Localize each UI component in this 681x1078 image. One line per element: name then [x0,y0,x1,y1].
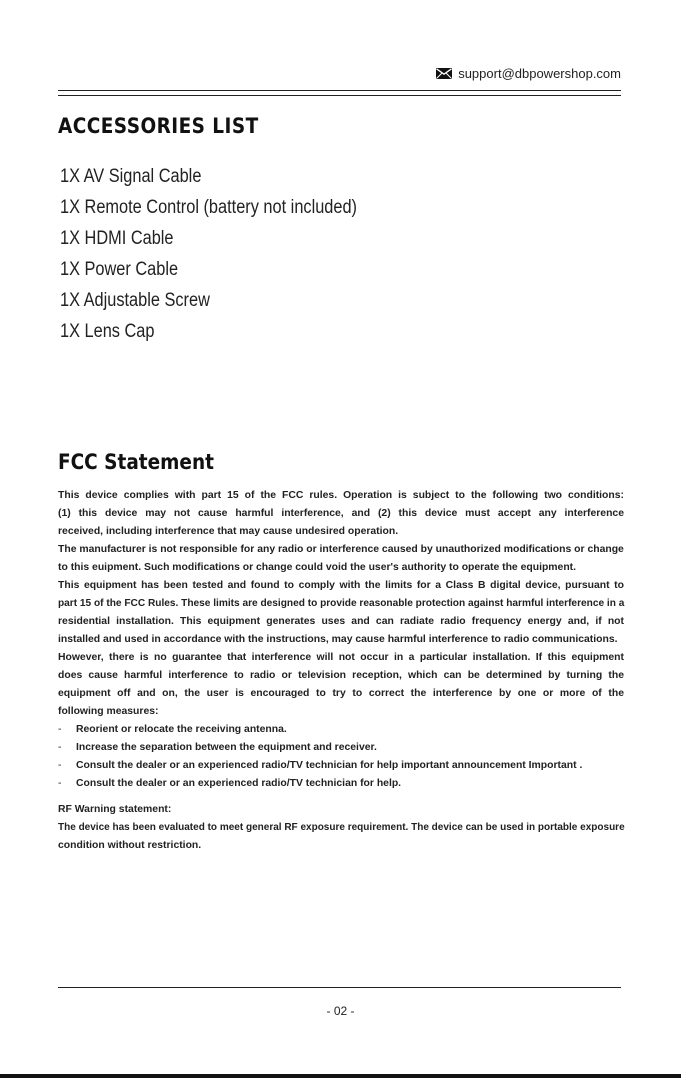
fcc-line: However, there is no guarantee that interference will not occur in a particular installation. If this equipment [58,652,624,663]
page-bottom-edge [0,1074,681,1078]
rf-line: condition without restriction. [58,840,202,851]
fcc-line: following measures: [58,706,159,717]
fcc-line: residential installation. This equipment generates uses and can radiate radio frequency energy and, if not [58,616,624,627]
fcc-line: does cause harmful interference to radio or television reception, which can be determined by turning the [58,670,624,681]
accessory-item: 1X Lens Cap [60,321,155,342]
accessories-title: ACCESSORIES LIST [58,114,259,138]
fcc-line: (1) this device may not cause harmful interference, and (2) this device must accept any interference [58,508,624,519]
page-number: - 02 - [326,1004,355,1018]
fcc-bullet-item [58,721,624,739]
fcc-statement [58,487,624,855]
bullet-text: Consult the dealer or an experienced radio/TV technician for help important announcement Important . [76,760,583,771]
bullet-dash: - [58,742,62,753]
fcc-line: The manufacturer is not responsible for any radio or interference caused by unauthorized modifications or change [58,544,624,555]
fcc-bullet-item [58,739,624,757]
bullet-dash: - [58,760,62,771]
header-email [436,66,621,81]
fcc-line: installed and used in accordance with the instructions, may cause harmful interference to radio communications. [58,634,618,645]
accessory-item: 1X HDMI Cable [60,228,174,249]
fcc-bullet-item [58,775,624,793]
bullet-dash: - [58,724,62,735]
accessories-list [60,161,405,347]
accessory-item: 1X Remote Control (battery not included) [60,197,357,218]
bullet-text: Increase the separation between the equipment and receiver. [76,742,377,753]
fcc-line: equipment off and on, the user is encouraged to try to correct the interference by one or more of the [58,688,624,699]
footer-divider [58,987,621,988]
accessory-item: 1X Power Cable [60,259,179,280]
rf-line: The device has been evaluated to meet general RF exposure requirement. The device can be used in portable exposure [58,822,625,833]
bullet-text: Consult the dealer or an experienced radio/TV technician for help. [76,778,402,789]
fcc-title: FCC Statement [58,450,214,474]
rf-warning-title: RF Warning statement: [58,804,172,815]
fcc-line: received, including interference that may cause undesired operation. [58,526,399,537]
bullet-dash: - [58,778,62,789]
header-divider [58,90,621,96]
accessory-item: 1X Adjustable Screw [60,290,210,311]
bullet-text: Reorient or relocate the receiving antenna. [76,724,287,735]
fcc-line: This device complies with part 15 of the FCC rules. Operation is subject to the following two conditions: [58,490,624,501]
fcc-line: This equipment has been tested and found to comply with the limits for a Class B digital device, pursuant to [58,580,624,591]
support-email: support@dbpowershop.com [458,66,621,81]
envelope-icon [436,68,452,79]
fcc-line: to this euipment. Such modifications or change could void the user's authority to operate the equipment. [58,562,577,573]
spacer [58,793,624,801]
accessory-item: 1X AV Signal Cable [60,166,202,187]
fcc-bullet-item [58,757,624,775]
fcc-line: part 15 of the FCC Rules. These limits are designed to provide reasonable protection against harmful interference in a [58,598,625,609]
